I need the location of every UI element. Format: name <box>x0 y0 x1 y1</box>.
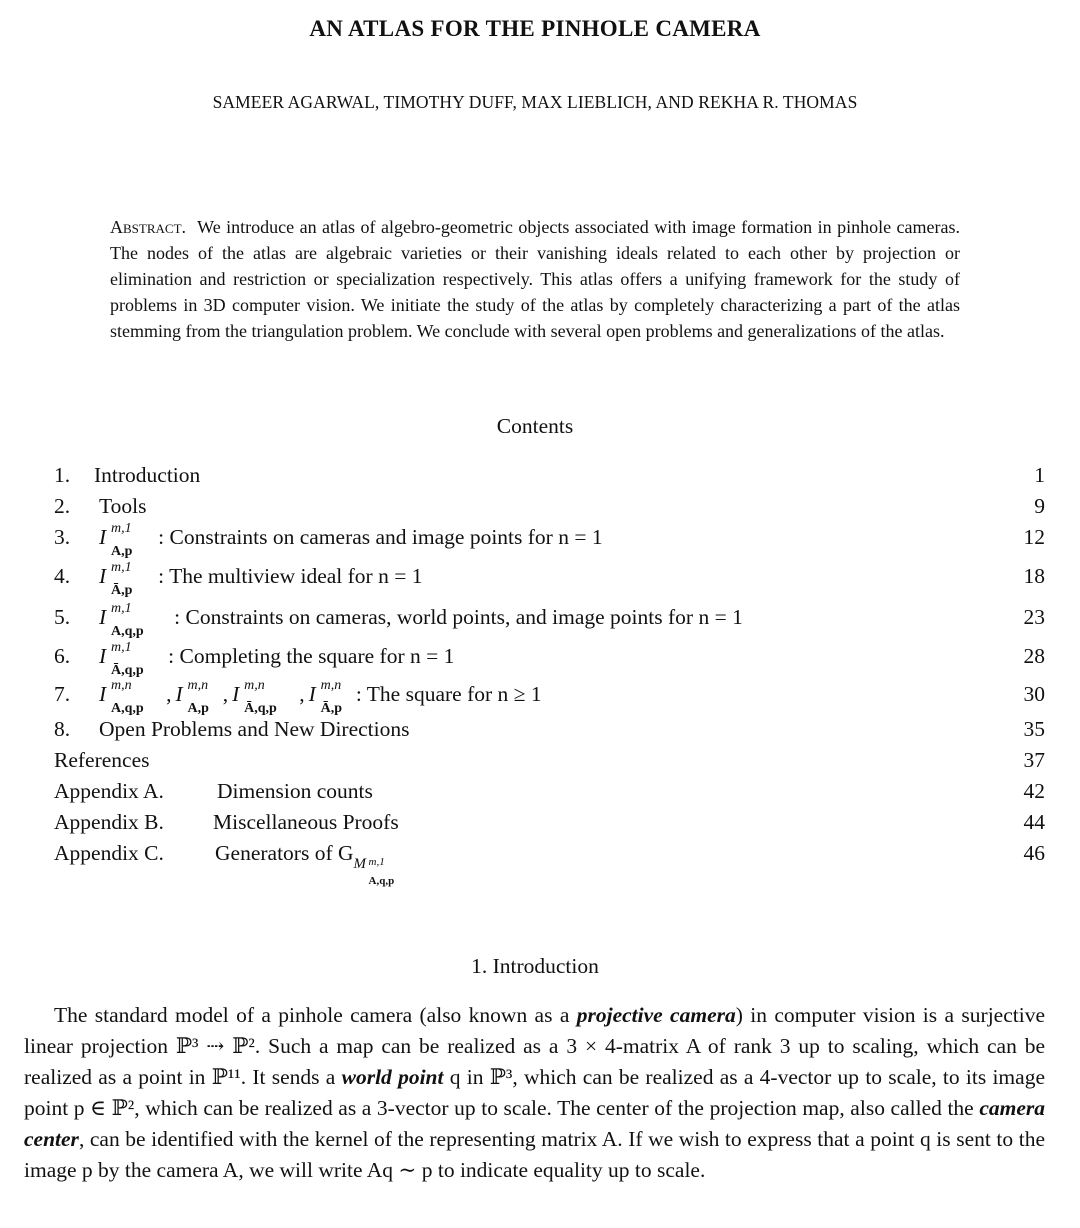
emphasis-term: world point <box>341 1065 444 1089</box>
toc-entry[interactable] <box>54 601 1045 639</box>
toc-title: Generators of $G_{M m,1 A,q,p}$ <box>215 841 395 887</box>
emphasis-term: projective camera <box>576 1003 736 1027</box>
toc-page: 30 <box>1023 682 1045 706</box>
ideal-symbol: I m,n A,p <box>175 678 209 716</box>
toc-page: 42 <box>1023 779 1045 803</box>
toc-page: 46 <box>1023 841 1045 865</box>
toc-number: Appendix A. <box>54 779 164 803</box>
toc-page: 12 <box>1023 525 1045 549</box>
toc-entry[interactable] <box>54 678 1045 716</box>
toc-title: Dimension counts <box>217 779 373 803</box>
toc-title: I m,1 A,q,p : Constraints on cameras, world points, and image points for n = 1 <box>99 601 743 639</box>
toc-page: 1 <box>1034 463 1045 487</box>
toc-page: 9 <box>1034 494 1045 518</box>
toc-number: 1. <box>54 463 71 487</box>
toc-number: 2. <box>54 494 71 518</box>
toc-title: Open Problems and New Directions <box>99 717 410 741</box>
toc-number: Appendix C. <box>54 841 164 865</box>
toc-entry[interactable] <box>54 714 1045 744</box>
toc-number: 8. <box>54 717 71 741</box>
ideal-symbol: I m,1 A,q,p <box>99 601 144 639</box>
toc-entry[interactable] <box>54 807 1045 837</box>
toc-page: 23 <box>1023 605 1045 629</box>
toc-entry[interactable] <box>54 460 1045 490</box>
toc-number: 7. <box>54 682 71 706</box>
toc-entry[interactable] <box>54 776 1045 806</box>
toc-title: Tools <box>99 494 147 518</box>
toc-title: I m,n A,q,p , I m,n A,p , I m,n Ā,q,p , I m,n Ā,p : The square for n ≥ 1 <box>99 678 542 716</box>
emphasis-term: camera center <box>24 1096 1045 1151</box>
paper-authors: SAMEER AGARWAL, TIMOTHY DUFF, MAX LIEBLICH, AND REKHA R. THOMAS <box>212 92 858 112</box>
section-heading: 1. Introduction <box>471 954 599 978</box>
ideal-symbol: I m,n A,q,p <box>99 678 144 716</box>
toc-entry[interactable] <box>54 521 1045 559</box>
toc-title: I m,1 A,p : Constraints on cameras and image points for n = 1 <box>99 521 603 559</box>
toc-number: 6. <box>54 644 71 668</box>
ideal-symbol: I m,n Ā,p <box>308 678 343 716</box>
toc-page: 28 <box>1023 644 1045 668</box>
contents-heading: Contents <box>496 414 574 438</box>
ideal-symbol: I m,1 A,p <box>99 521 133 559</box>
toc-number: 5. <box>54 605 71 629</box>
body-paragraph: The standard model of a pinhole camera (also known as a projective camera) in computer vision is a surjective linear projection ℙ³ ⇢ ℙ². Such a map can be realized as a 3 × 4-matrix A of rank 3 up to scaling, which can be realized as a point in ℙ¹¹. It sends a world point q in ℙ³, which can be realized as a 4-vector up to scale, to its image point p ∈ ℙ², which can be realized as a 3-vector up to scale. The center of the projection map, also called the camera center, can be identified with the kernel of the representing matrix A. If we wish to express that a point q is sent to the image p by the camera A, we will write Aq ∼ p to indicate equality up to scale. <box>24 1003 1045 1182</box>
abstract-text: We introduce an atlas of algebro-geometric objects associated with image formation in pinhole cameras. The nodes of the atlas are algebraic varieties or their vanishing ideals related to each other by projection or elimination and restriction or specialization respectively. This atlas offers a unifying framework for the study of problems in 3D computer vision. We initiate the study of the atlas by completely characterizing a part of the atlas stemming from the triangulation problem. We conclude with several open problems and generalizations of the atlas. <box>110 217 960 341</box>
toc-title: Miscellaneous Proofs <box>213 810 399 834</box>
ideal-symbol: I m,1 Ā,p <box>99 560 133 598</box>
ideal-symbol: I m,n Ā,q,p <box>232 678 277 716</box>
toc-title: Introduction <box>94 463 201 487</box>
toc-entry[interactable] <box>54 640 1045 678</box>
manifold-subscript: M m,1 A,q,p <box>353 856 395 887</box>
toc-entry[interactable] <box>54 745 1045 775</box>
toc-page: 18 <box>1023 564 1045 588</box>
toc-number: 3. <box>54 525 71 549</box>
toc-title: I m,1 Ā,p : The multiview ideal for n = 1 <box>99 560 423 598</box>
paper-title: AN ATLAS FOR THE PINHOLE CAMERA <box>309 16 761 41</box>
ideal-symbol: I m,1 Ā,q,p <box>99 640 144 678</box>
toc-page: 44 <box>1023 810 1045 834</box>
abstract <box>110 214 960 344</box>
toc-entry[interactable] <box>54 491 1045 521</box>
abstract-label: Abstract. <box>110 217 187 237</box>
toc-title: I m,1 Ā,q,p : Completing the square for n = 1 <box>99 640 455 678</box>
toc-page: 35 <box>1023 717 1045 741</box>
toc-number: 4. <box>54 564 71 588</box>
toc-page: 37 <box>1023 748 1045 772</box>
toc-entry[interactable] <box>54 838 1045 887</box>
toc-number: Appendix B. <box>54 810 164 834</box>
toc-title: References <box>54 748 150 772</box>
toc-entry[interactable] <box>54 560 1045 598</box>
